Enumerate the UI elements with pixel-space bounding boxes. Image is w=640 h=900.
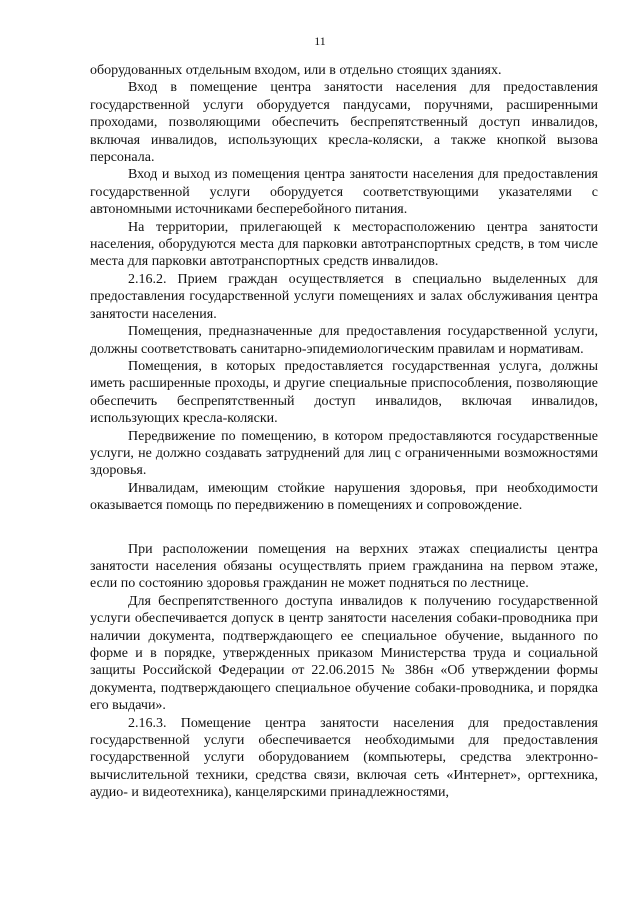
page-number: 11 <box>314 34 326 48</box>
paragraph-section-2-16-3: 2.16.3. Помещение центра занятости населения для предоставления государственной услуги обеспечивается необходимыми для предоставления государственной услуги оборудованием (компьютеры, средства электронно-вычислительной техники, средства связи, включая сеть «Интернет», оргтехника, аудио- и видеотехника), канцелярскими принадлежностями, <box>90 715 598 801</box>
paragraph-entrance-equipment: Вход в помещение центра занятости населения для предоставления государственной услуги оборудуется пандусами, поручнями, расширенными проходами, позволяющими обеспечить беспрепятственный доступ инвалидов, включая инвалидов, использующих кресла-коляски, а также кнопкой вызова персонала. <box>90 80 598 166</box>
paragraph-assistance: Инвалидам, имеющим стойкие нарушения здоровья, при необходимости оказывается помощь по передвижению в помещениях и сопровождение. <box>90 480 598 514</box>
paragraph-sanitary-rules: Помещения, предназначенные для предоставления государственной услуги, должны соответствовать санитарно-эпидемиологическим правилам и нормативам. <box>90 324 598 357</box>
paragraph-guide-dog: Для беспрепятственного доступа инвалидов к получению государственной услуги обеспечивается допуск в центр занятости населения собаки-проводника при наличии документа, подтверждающего ее специальное обучение, выданного по форме и в порядке, утвержденных приказом Министерства труда и социальной защиты Российской Федерации от 22.06.2015 № 386н «Об утверждении формы документа, подтверждающего специальное обучение собаки-проводника, и порядка его выдачи». <box>90 593 598 714</box>
paragraph-upper-floors: При расположении помещения на верхних этажах специалисты центра занятости населения обязаны осуществлять прием гражданина на первом этаже, если по состоянию здоровья гражданин не может подняться по лестнице. <box>90 541 598 592</box>
paragraph-entrance-exit-signs: Вход и выход из помещения центра занятости населения для предоставления государственной услуги оборудуется соответствующими указателями с автономными источниками бесперебойного питания. <box>90 167 598 218</box>
paragraph-continuation: оборудованных отдельным входом, или в отдельно стоящих зданиях. <box>90 63 502 78</box>
paragraph-gap <box>90 515 598 541</box>
paragraph-section-2-16-2: 2.16.2. Прием граждан осуществляется в специально выделенных для предоставления государственной услуги помещениях и залах обслуживания центра занятости населения. <box>90 271 598 322</box>
paragraph-movement: Передвижение по помещению, в котором предоставляются государственные услуги, не должно создавать затруднений для лиц с ограниченными возможностями здоровья. <box>90 428 598 479</box>
paragraph-wide-passages: Помещения, в которых предоставляется государственная услуга, должны иметь расширенные проходы, и другие специальные приспособления, позволяющие обеспечить беспрепятственный доступ инвалидов, включая инвалидов, использующих кресла-коляски. <box>90 358 598 427</box>
document-body <box>90 62 598 802</box>
paragraph-parking: На территории, прилегающей к месторасположению центра занятости населения, оборудуются места для парковки автотранспортных средств, в том числе места для парковки автотранспортных средств инвалидов. <box>90 219 598 270</box>
